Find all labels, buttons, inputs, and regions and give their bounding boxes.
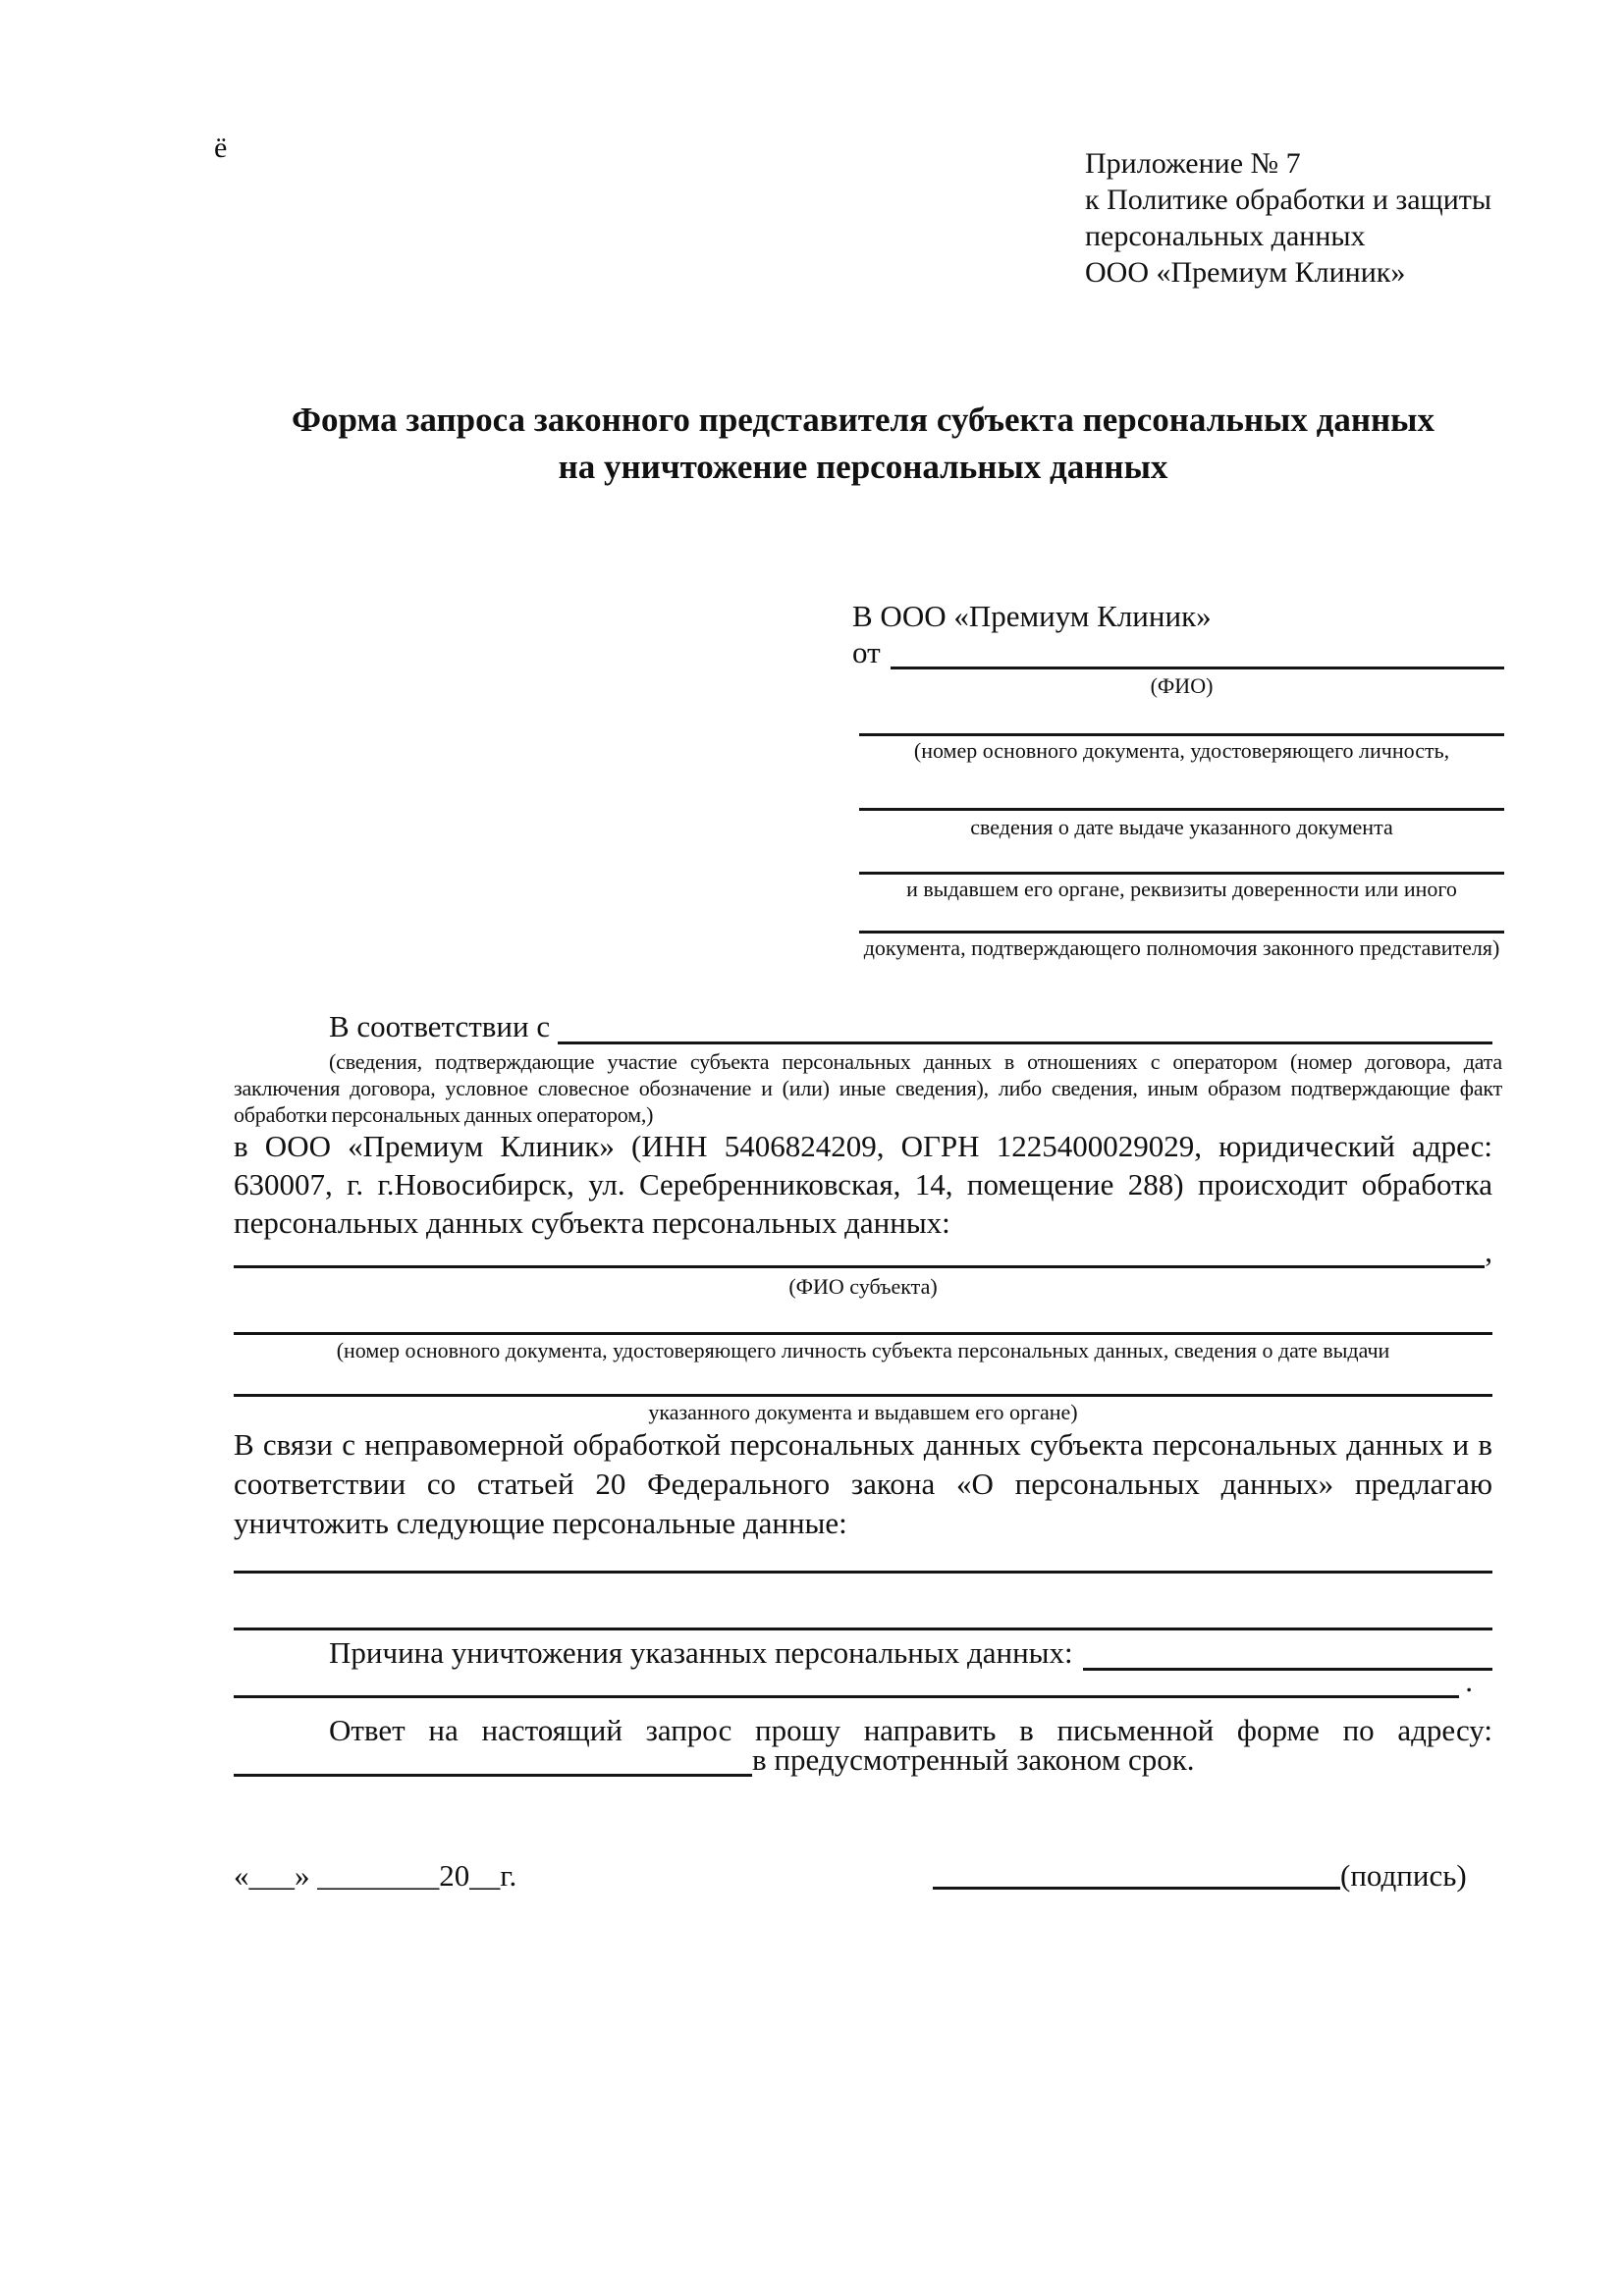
blank-line	[234, 1665, 1459, 1698]
date-template: «___» ________20__г.	[234, 1858, 517, 1893]
answer-paragraph: Ответ на настоящий запрос прошу направить в письменной форме по адресу:	[329, 1713, 1492, 1747]
subject-fio-row	[234, 1235, 1492, 1268]
in-accordance-label: В соответствии с	[329, 1009, 551, 1043]
subject-doc-caption-2: указанного документа и выдавшем его органе)	[648, 1400, 1078, 1424]
in-accordance-row	[234, 1009, 1492, 1044]
accordance-blank-line	[558, 1009, 1492, 1044]
accordance-note: (сведения, подтверждающие участие субъекта персональных данных в отношениях с оператором (номер договора, дата заключения договора, условное словесное обозначение и (или) иные сведения), либо сведения, иным образом подтверждающие факт обработки персональных данных оператором,)	[234, 1049, 1502, 1127]
blank-line	[859, 838, 1504, 875]
stray-character: ё	[214, 132, 228, 164]
subject-doc-caption-1: (номер основного документа, удостоверяющего личность субъекта персональных данных, сведения о дате выдачи	[336, 1338, 1390, 1362]
signature-blank-line	[933, 1861, 1340, 1890]
appendix-line: персональных данных	[1085, 220, 1366, 252]
subject-fio-caption: (ФИО субъекта)	[788, 1274, 938, 1299]
operator-paragraph: в ООО «Премиум Клиник» (ИНН 5406824209, ОГРН 1225400029029, юридический адрес: 630007, г. г.Новосибирск, ул. Серебренниковская, 14, помещение 288) происходит обработка персональных данных субъекта персональных данных:	[234, 1129, 1492, 1240]
indent-spacer	[234, 1009, 329, 1044]
blank-line	[859, 700, 1504, 736]
appendix-line: к Политике обработки и защиты	[1085, 184, 1492, 216]
title-line-2: на уничтожение персональных данных	[558, 448, 1168, 486]
comma: ,	[1485, 1234, 1492, 1268]
from-row	[852, 636, 1504, 669]
blank-line	[859, 774, 1504, 811]
appendix-line: ООО «Премиум Клиник»	[1085, 256, 1406, 289]
addressee-caption-1: (номер основного документа, удостоверяющего личность,	[913, 738, 1450, 763]
blank-line	[234, 1537, 1492, 1574]
answer-address-row	[234, 1743, 1492, 1777]
from-blank-line	[891, 636, 1504, 669]
signature-caption: (подпись)	[1340, 1858, 1467, 1893]
fio-caption: (ФИО)	[1150, 673, 1214, 698]
period: .	[1465, 1664, 1473, 1698]
title-line-1: Форма запроса законного представителя субъекта персональных данных	[292, 400, 1435, 439]
blank-line	[234, 1594, 1492, 1630]
unlawful-paragraph: В связи с неправомерной обработкой персональных данных субъекта персональных данных и в соответствии со статьей 20 Федерального закона «О персональных данных» предлагаю уничтожить следующие персональные данные:	[234, 1427, 1492, 1540]
addressee-caption-3: и выдавшем его органе, реквизиты доверенности или иного	[906, 877, 1457, 901]
appendix-block	[1085, 145, 1491, 291]
addressee-caption-2: сведения о дате выдаче указанного документа	[970, 815, 1393, 839]
addressee-caption-4: документа, подтверждающего полномочия законного представителя)	[863, 935, 1500, 960]
appendix-line: Приложение № 7	[1085, 147, 1301, 180]
reason-continuation-row	[234, 1665, 1473, 1698]
subject-fio-blank-line	[234, 1235, 1485, 1268]
from-label: от	[852, 635, 881, 669]
blank-line	[234, 1299, 1492, 1335]
blank-line	[234, 1361, 1492, 1397]
addressee-to: В ООО «Премиум Клиник»	[852, 599, 1212, 633]
address-blank-line	[234, 1743, 752, 1777]
reason-label: Причина уничтожения указанных персональных данных:	[329, 1635, 1073, 1670]
document-title	[234, 397, 1492, 491]
blank-line	[859, 897, 1504, 934]
answer-tail: в предусмотренный законом срок.	[752, 1742, 1195, 1777]
